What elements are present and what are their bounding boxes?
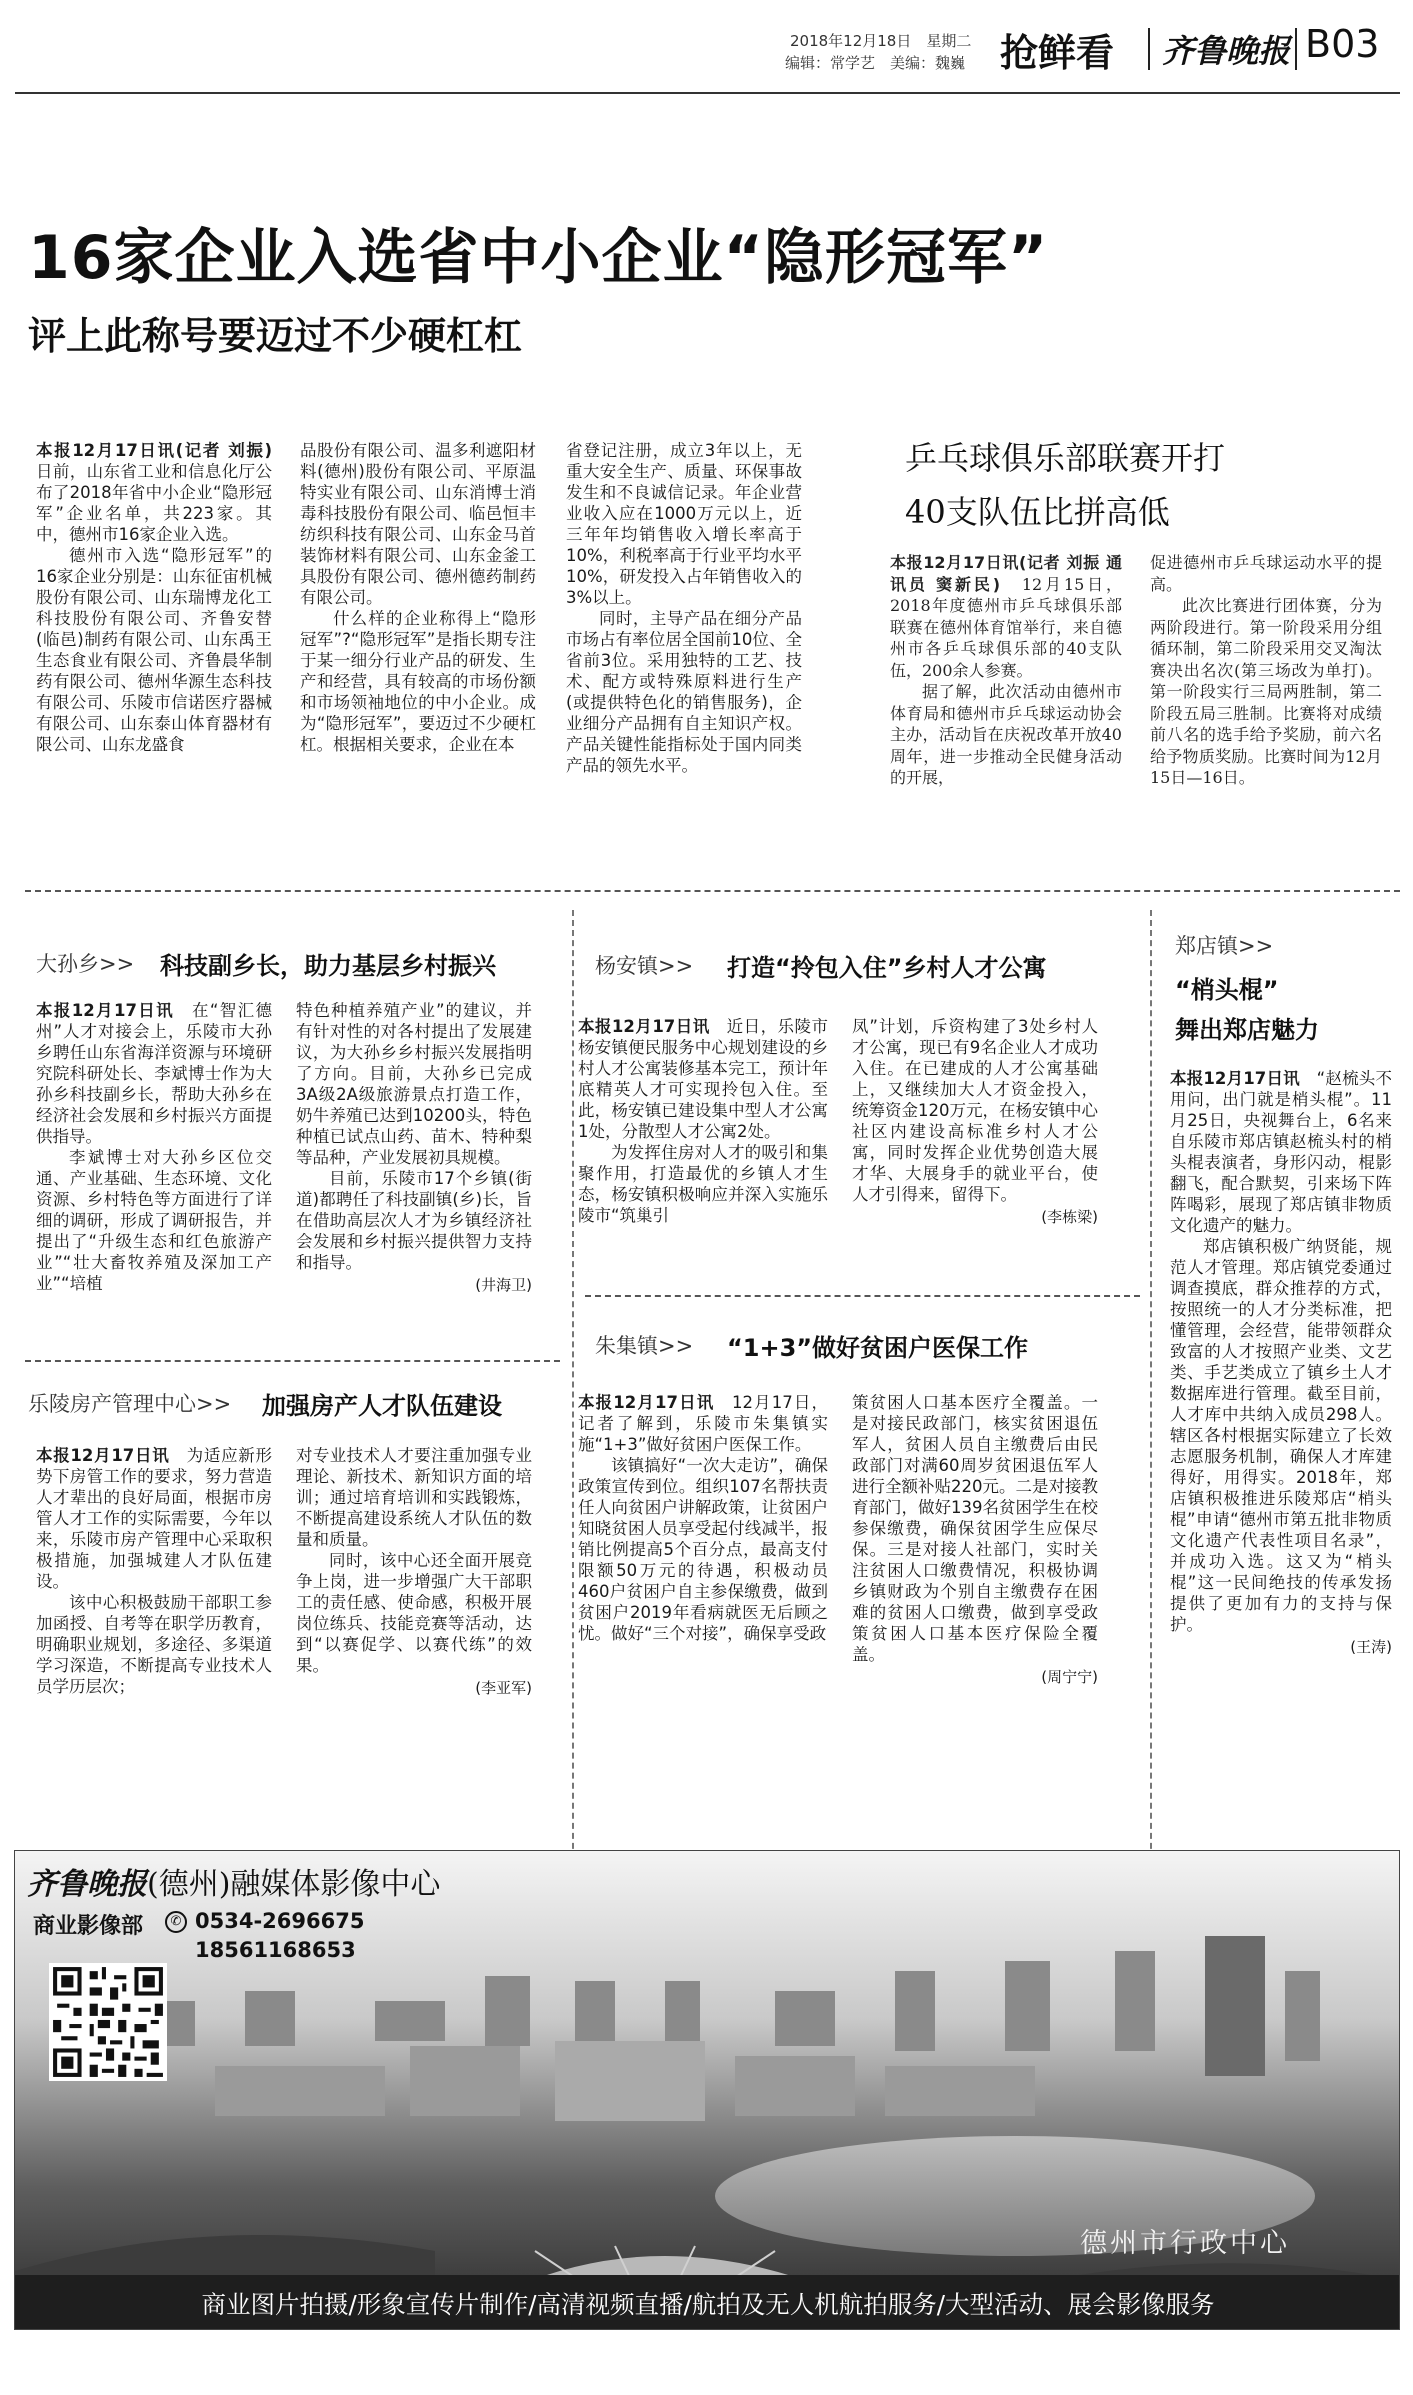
yangan-c2-p1: 凤”计划，斥资构建了3处乡村人才公寓，现已有9名企业人才成功入住。在已建成的人才公寓基础上，又继续加大人才资金投入，统筹资金120万元，在杨安镇中心社区内建设高标准乡村人才公寓，同时发挥企业优势创造大展才华、大展身手的就业平台，使人才引得来，留得下。 (852, 1017, 1098, 1204)
lead-column-3 (566, 440, 802, 776)
zhengdian-title-1: “梢头棍” (1175, 976, 1279, 1004)
page-header (0, 0, 1413, 95)
paper-logo: 齐鲁晚报 (1162, 32, 1291, 70)
header-date: 2018年12月18日 星期二 (790, 32, 972, 50)
zhengdian-p2: 郑店镇积极广纳贤能，规范人才管理。郑店镇党委通过调查摸底，群众推荐的方式，按照统一的人才分类标准，把懂管理，会经营，能带领群众致富的人才按照产业类、文艺类、手艺类成立了镇乡土人才数据库进行管理。截至目前，人才库中共纳入成员298人。辖区各村根据实际建立了长效志愿服务机制，确保人才库建得好，用得实。2018年，郑店镇积极推进乐陵郑店“梢头棍”申请“德州市第五批非物质文化遗产代表性项目名录”，并成功入选。这又为“梢头棍”这一民间绝技的传承发扬提供了更加有力的支持与保护。 (1170, 1237, 1392, 1634)
ad-phone-2: 18561168653 (195, 1938, 356, 1962)
header-divider-1 (1148, 28, 1150, 70)
header-divider-2 (1295, 28, 1297, 70)
fangchan-title: 加强房产人才队伍建设 (262, 1392, 502, 1420)
zhengdian-dateline: 本报12月17日讯 (1170, 1069, 1300, 1088)
dasun-author: (井海卫) (475, 1276, 532, 1294)
zhengdian-author: (王涛) (1350, 1638, 1392, 1656)
pingpong-c2-p1: 促进德州市乒乓球运动水平的提高。 (1150, 553, 1382, 594)
ad-title (27, 1859, 440, 1903)
yangan-title: 打造“拎包入住”乡村人才公寓 (727, 954, 1047, 982)
fangchan-c2-p2: 同时，该中心还全面开展竞争上岗，进一步增强广大干部职工的责任感、使命感，积极开展岗位练兵、技能竞赛等活动，达到“以赛促学、以赛代练”的效果。 (296, 1551, 532, 1675)
zhuji-author: (周宁宁) (1041, 1668, 1098, 1686)
lead-c3-p2: 同时，主导产品在细分产品市场占有率位居全国前10位、全省前3位。采用独特的工艺、技术、配方或特殊原料进行生产(或提供特色化的销售服务)，企业细分产品拥有自主知识产权。产品关键性能指标处于国内同类产品的领先水平。 (566, 609, 802, 775)
dasun-title: 科技副乡长，助力基层乡村振兴 (160, 952, 496, 980)
pingpong-title-2: 40支队伍比拼高低 (905, 493, 1170, 531)
header-editor: 编辑：常学艺 美编：魏巍 (785, 54, 966, 72)
pingpong-column-2 (1150, 552, 1382, 789)
dasun-c2-p2: 目前，乐陵市17个乡镇(街道)都聘任了科技副镇(乡)长，旨在借助高层次人才为乡镇经济社会发展和乡村振兴提供智力支持和指导。 (296, 1169, 532, 1272)
dasun-column-1 (36, 1000, 272, 1294)
yangan-column-1 (578, 1016, 828, 1226)
dasun-c1-p1: 在“智汇德州”人才对接会上，乐陵市大孙乡聘任山东省海洋资源与环境研究院科研处长、李斌博士作为大孙乡科技副乡长，帮助大孙乡在经济社会发展和乡村振兴方面提供指导。 (36, 1001, 272, 1146)
header-rule (15, 92, 1400, 94)
fangchan-column-1 (36, 1445, 272, 1697)
lead-c2-p2: 什么样的企业称得上“隐形冠军”?“隐形冠军”是指长期专注于某一细分行业产品的研发、生产和经营，具有较高的市场份额和市场领袖地位的中小企业。成为“隐形冠军”，要迈过不少硬杠杠。根据相关要求，企业在本 (300, 609, 536, 754)
lead-c2-p1: 品股份有限公司、温多利遮阳材料(德州)股份有限公司、平原温特实业有限公司、山东消博士消毒科技股份有限公司、临邑恒丰纺织科技有限公司、山东金马首装饰材料有限公司、山东金釜工具股份有限公司、德州德药制药有限公司。 (300, 441, 536, 607)
photo-caption: 德州市行政中心 (1080, 2228, 1290, 2259)
ad-services: 商业图片拍摄/形象宣传片制作/高清视频直播/航拍及无人机航拍服务/大型活动、展会影像服务 (201, 2289, 1215, 2319)
fangchan-c2-p1: 对专业技术人才要注重加强专业理论、新技术、新知识方面的培训；通过培育培训和实践锻炼，不断提高建设系统人才队伍的数量和质量。 (296, 1446, 532, 1549)
zhengdian-column (1170, 1068, 1392, 1658)
dasun-c2-p1: 特色种植养殖产业”的建议，并有针对性的对各村提出了发展建议，为大孙乡乡村振兴发展指明了方向。目前，大孙乡已完成3A级2A级旅游景点打造工作，奶牛养殖已达到10200头，特色种植已试点山药、苗木、特种梨等品种，产业发展初具规模。 (296, 1001, 532, 1167)
yangan-author: (李栋梁) (1041, 1208, 1098, 1226)
zhengdian-p1: “赵梳头不用问，出门就是梢头棍”。11月25日，央视舞台上，6名来自乐陵市郑店镇赵梳头村的梢头棍表演者，身形闪动，棍影翻飞，配合默契，引来场下阵阵喝彩，展现了郑店镇非物质文化遗产的魅力。 (1170, 1069, 1392, 1235)
lead-headline: 16家企业入选省中小企业“隐形冠军” (28, 223, 1049, 293)
lead-subheadline: 评上此称号要迈过不少硬杠杠 (28, 314, 523, 358)
fangchan-dateline: 本报12月17日讯 (36, 1446, 170, 1465)
yangan-c1-p2: 为发挥住房对人才的吸引和集聚作用，打造最优的乡镇人才生态，杨安镇积极响应并深入实施乐陵市“筑巢引 (578, 1143, 828, 1225)
ad-bottom-bar (15, 2275, 1400, 2330)
lead-c1-p2: 德州市入选“隐形冠军”的16家企业分别是：山东征宙机械股份有限公司、山东瑞博龙化工科技股份有限公司、齐鲁安替(临邑)制药有限公司、山东禹王生态食业有限公司、齐鲁晨华制药有限公司、德州华源生态科技有限公司、乐陵市信诺医疗器械有限公司、山东泰山体育器材有限公司、山东龙盛食 (36, 546, 272, 754)
pingpong-dateline: 本报12月17日讯(记者 刘振 通讯员 窦新民) (890, 553, 1122, 594)
lead-column-2 (300, 440, 536, 755)
zhengdian-label: 郑店镇>> (1175, 934, 1274, 958)
dasun-column-2 (296, 1000, 532, 1296)
yangan-label: 杨安镇>> (595, 954, 694, 978)
zhuji-c1-p1: 12月17日，记者了解到，乐陵市朱集镇实施“1+3”做好贫困户医保工作。 (578, 1393, 828, 1454)
qr-code-icon (49, 1963, 167, 2081)
zhuji-dateline: 本报12月17日讯 (578, 1393, 715, 1412)
ad-dept: 商业影像部 (33, 1913, 144, 1939)
pingpong-column-1 (890, 552, 1122, 789)
section-divider-yangan (585, 1295, 1140, 1297)
ad-block (14, 1850, 1400, 2330)
ad-brand: 齐鲁晚报 (27, 1867, 147, 1902)
ad-title-rest: (德州)融媒体影像中心 (147, 1867, 441, 1902)
yangan-dateline: 本报12月17日讯 (578, 1017, 710, 1036)
fangchan-column-2 (296, 1445, 532, 1699)
zhuji-label: 朱集镇>> (595, 1334, 694, 1358)
pingpong-c1-p2: 据了解，此次活动由德州市体育局和德州市乒乓球运动协会主办，活动旨在庆祝改革开放40周年，进一步推动全民健身活动的开展， (890, 682, 1122, 787)
fangchan-label: 乐陵房产管理中心>> (28, 1392, 232, 1416)
dasun-label: 大孙乡>> (36, 952, 135, 976)
yangan-c1-p1: 近日，乐陵市杨安镇便民服务中心规划建设的乡村人才公寓装修基本完工，预计年底精英人才可实现拎包入住。至此，杨安镇已建设集中型人才公寓1处，分散型人才公寓2处。 (578, 1017, 828, 1141)
fangchan-c1-p1: 为适应新形势下房管工作的要求，努力营造人才辈出的良好局面，根据市房管人才工作的实际需要，今年以来，乐陵市房产管理中心采取积极措施，加强城建人才队伍建设。 (36, 1446, 272, 1591)
fangchan-c1-p2: 该中心积极鼓励干部职工参加函授、自考等在职学历教育，明确职业规划，多途径、多渠道学习深造，不断提高专业技术人员学历层次； (36, 1593, 272, 1696)
ad-phone-1: 0534-2696675 (195, 1909, 365, 1933)
pingpong-title-1: 乒乓球俱乐部联赛开打 (905, 439, 1226, 477)
lead-dateline: 本报12月17日讯(记者 刘振) (36, 441, 272, 460)
lead-column-1 (36, 440, 272, 755)
zhuji-column-2 (852, 1392, 1098, 1688)
page-number: B03 (1305, 22, 1380, 66)
zhuji-column-1 (578, 1392, 828, 1644)
pingpong-c2-p2: 此次比赛进行团体赛，分为两阶段进行。第一阶段采用分组循环制，第二阶段采用交叉淘汰赛决出名次(第三场改为单打)。第一阶段实行三局两胜制，第二阶段五局三胜制。比赛将对成绩前八名的选手给予奖励，前六名给予物质奖励。比赛时间为12月15日—16日。 (1150, 596, 1382, 787)
zhengdian-title-2: 舞出郑店魅力 (1175, 1016, 1319, 1044)
zhuji-c2-p1: 策贫困人口基本医疗全覆盖。一是对接民政部门，核实贫困退伍军人，贫困人员自主缴费后由民政部门对满60周岁贫困退伍军人进行全额补贴220元。二是对接教育部门，做好139名贫困学生在校参保缴费，确保贫困学生应保尽保。三是对接人社部门，实时关注贫困人口缴费情况，积极协调乡镇财政为个别自主缴费存在困难的贫困人口缴费，做到享受政策贫困人口基本医疗保险全覆盖。 (852, 1393, 1098, 1664)
fangchan-author: (李亚军) (475, 1679, 532, 1697)
zhuji-c1-p2: 该镇搞好“一次大走访”，确保政策宣传到位。组织107名帮扶责任人向贫困户讲解政策，让贫困户知晓贫困人员享受起付线减半，报销比例提高5个百分点，最高支付限额50万元的待遇，积极动员460户贫困户自主参保缴费，做到贫困户2019年看病就医无后顾之忧。做好“三个对接”，确保享受政 (578, 1456, 828, 1643)
zhuji-title: “1+3”做好贫困户医保工作 (727, 1334, 1029, 1362)
lead-c1-p1: 日前，山东省工业和信息化厅公布了2018年省中小企业“隐形冠军”企业名单，共223家。其中，德州市16家企业入选。 (36, 462, 272, 544)
section-divider-dasun (25, 1360, 560, 1362)
section-divider-top (25, 890, 1400, 892)
pingpong-c1-p1: 12月15日，2018年度德州市乒乓球俱乐部联赛在德州体育馆举行，来自德州市各乒乓球俱乐部的40支队伍，200余人参赛。 (890, 574, 1122, 680)
dasun-dateline: 本报12月17日讯 (36, 1001, 175, 1020)
dasun-c1-p2: 李斌博士对大孙乡区位交通、产业基础、生态环境、文化资源、乡村特色等方面进行了详细的调研，形成了调研报告，并提出了“升级生态和红色旅游产业”“壮大畜牧养殖及深加工产业”“培植 (36, 1148, 272, 1293)
header-section: 抢鲜看 (1000, 30, 1115, 75)
phone-icon: ✆ (165, 1911, 187, 1933)
lead-c3-p1: 省登记注册，成立3年以上，无重大安全生产、质量、环保事故发生和不良诚信记录。年企业营业收入应在1000万元以上，近三年年均销售收入增长率高于10%，利税率高于行业平均水平10%，研发投入占年销售收入的3%以上。 (566, 441, 802, 607)
yangan-column-2 (852, 1016, 1098, 1228)
